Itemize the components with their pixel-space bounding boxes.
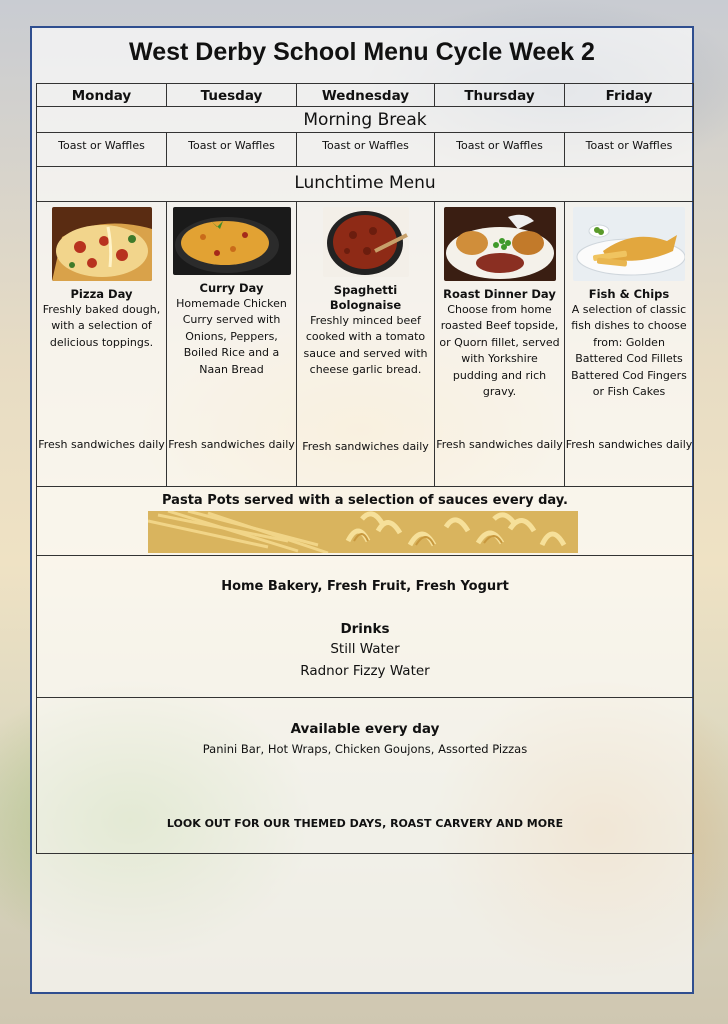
fish-chips-icon (573, 207, 685, 281)
lunchtime-heading: Lunchtime Menu (36, 166, 694, 202)
available-heading: Available every day (290, 721, 440, 737)
sandwich-note: Fresh sandwiches daily (302, 440, 429, 453)
day-header-row (36, 83, 694, 107)
drinks-heading: Drinks (340, 621, 390, 637)
day-monday: Monday (37, 84, 167, 106)
lunch-monday (37, 202, 167, 486)
morning-break-heading: Morning Break (36, 106, 694, 133)
meal-title: Fish & Chips (588, 287, 670, 301)
morning-item: Toast or Waffles (297, 133, 435, 166)
page-title: West Derby School Menu Cycle Week 2 (129, 38, 595, 66)
lunch-thursday (435, 202, 565, 486)
lunch-tuesday (167, 202, 297, 486)
bolognaise-icon (323, 207, 409, 277)
available-items: Panini Bar, Hot Wraps, Chicken Goujons, Assorted Pizzas (202, 742, 528, 756)
day-wednesday: Wednesday (297, 84, 435, 106)
drink-item: Radnor Fizzy Water (300, 663, 430, 679)
meal-description: Freshly minced beef cooked with a tomato sauce and served with cheese garlic bread. (303, 314, 428, 377)
sandwich-note: Fresh sandwiches daily (436, 438, 563, 451)
meal-title: Pizza Day (70, 287, 133, 301)
extras-row (36, 555, 694, 698)
pasta-row (36, 486, 694, 556)
pasta-text: Pasta Pots served with a selection of sauces every day. (162, 493, 568, 508)
meal-title: Curry Day (199, 281, 264, 295)
sandwich-note: Fresh sandwiches daily (38, 438, 165, 451)
roast-dinner-icon (444, 207, 556, 281)
available-row (36, 697, 694, 854)
lunch-wednesday (297, 202, 435, 486)
meal-description: Homemade Chicken Curry served with Onions, Peppers, Boiled Rice and a Naan Bread (176, 297, 287, 376)
morning-item: Toast or Waffles (167, 133, 297, 166)
curry-icon (173, 207, 291, 275)
meal-description: Freshly baked dough, with a selection of delicious toppings. (42, 303, 161, 349)
morning-item: Toast or Waffles (435, 133, 565, 166)
day-thursday: Thursday (435, 84, 565, 106)
footer-note: LOOK OUT FOR OUR THEMED DAYS, ROAST CARVERY AND MORE (166, 817, 564, 830)
pizza-icon (52, 207, 152, 281)
day-friday: Friday (605, 88, 653, 104)
lunch-row (36, 201, 694, 487)
meal-description: Choose from home roasted Beef topside, or Quorn fillet, served with Yorkshire pudding and rich gravy. (439, 303, 560, 399)
meal-title: Spaghetti Bolognaise (329, 283, 402, 312)
day-tuesday: Tuesday (167, 84, 297, 106)
meal-title: Roast Dinner Day (443, 287, 556, 301)
lunch-friday (565, 202, 693, 486)
morning-item: Toast or Waffles (37, 133, 167, 166)
morning-item: Toast or Waffles (585, 139, 673, 152)
meal-description: A selection of classic fish dishes to choose from: Golden Battered Cod Fillets Battered Cod Fingers or Fish Cakes (571, 303, 687, 399)
sandwich-note: Fresh sandwiches daily (168, 438, 295, 451)
morning-break-row (36, 132, 694, 167)
sandwich-note: Fresh sandwiches daily (565, 438, 693, 451)
drink-item: Still Water (330, 641, 400, 657)
pasta-icon (148, 511, 578, 553)
bakery-text: Home Bakery, Fresh Fruit, Fresh Yogurt (221, 579, 509, 594)
